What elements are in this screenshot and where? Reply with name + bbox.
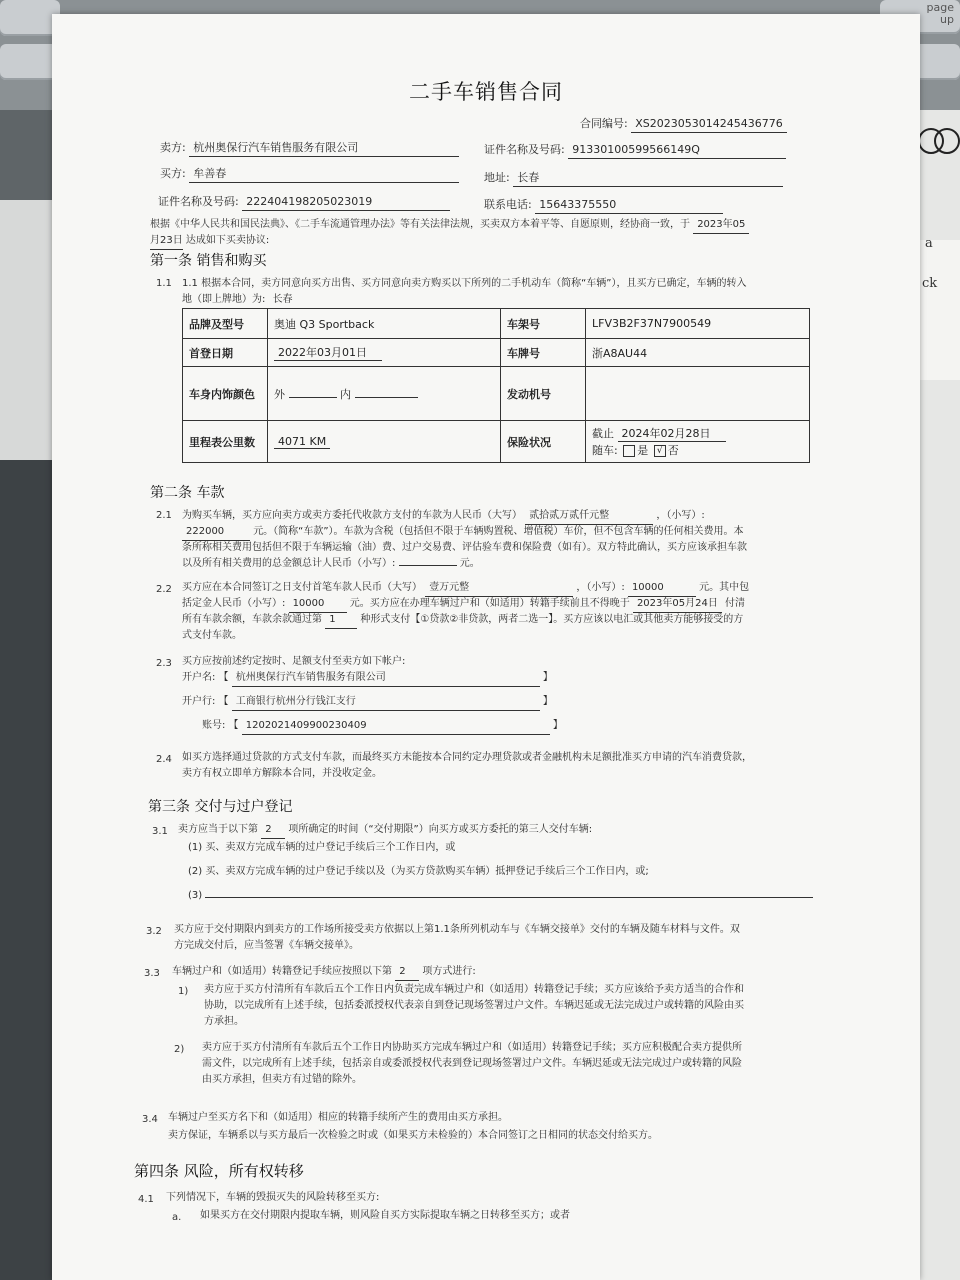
buyer-id-row [158,194,450,211]
clause-text: 为购买车辆，买方应向卖方或卖方委托代收款方支付的车款为人民币（大写） [182,510,522,521]
option-2-line-1: 卖方应于买方付清所有车款后五个工作日内协助买方完成车辆过户和（如适用）转籍登记手续；买方应积极配合卖方提供所 [202,1042,742,1053]
color-cell [268,367,501,421]
registration-date-label: 首登日期 [183,339,268,367]
phone-row [484,197,723,214]
clause-2-1-line-4 [182,556,480,572]
keyboard-key [0,44,60,80]
registration-date-cell [268,339,501,367]
option-1-line-1: 卖方应于买方付清所有车款后五个工作日内负责完成车辆过户和（如适用）转籍登记手续；买方应该给予卖方适当的合作和 [204,984,744,995]
background-text: ck [922,276,938,291]
interior-color-label: 内 [340,387,351,401]
with-car-label: 随车: [592,444,618,457]
delivery-option-1: (1) 买、卖双方完成车辆的过户登记手续后三个工作日内，或 [188,842,456,853]
clause-number: 3.1 [152,826,168,837]
exterior-color-label: 外 [274,387,285,401]
delivery-option-3 [188,888,813,904]
mileage-label: 里程表公里数 [183,421,268,463]
account-name-label: 开户名: [182,672,216,683]
insurance-until-value: 2024年02月28日 [618,425,726,442]
clause-text: ，（小写）: [656,510,705,521]
registration-date-value: 2022年03月01日 [274,344,382,361]
registration-option-choice: 2 [395,964,419,981]
clause-number: 3.2 [146,926,162,937]
insurance-label: 保险状况 [501,421,586,463]
clause-number: 2.3 [156,658,172,669]
plate-value: 浙A8AU44 [586,339,810,367]
yes-label: 是 [637,444,649,457]
contract-number-row [580,116,787,133]
audi-logo-icon [934,128,960,154]
engine-value [586,367,810,421]
option-number: 1) [178,986,189,997]
clause-text: 项所确定的时间（“交付期限”）向买方或买方委托的第三人交付车辆: [288,824,593,835]
address: 长春 [513,170,783,187]
clause-number: 3.3 [144,968,160,979]
clause-2-2-line-1 [182,580,749,597]
bank-name: 工商银行杭州分行钱江支行 [232,694,540,711]
insurance-with-car-row [592,442,803,458]
clause-3-4-line-2: 卖方保证，车辆系以与买方最后一次检验之时或（如果买方未检验的）本合同签订之日相同的状态交付给买方。 [168,1130,658,1141]
transfer-place-label: 地（即上牌地）为: [182,294,266,305]
insurance-cell [586,421,810,463]
contract-number-label: 合同编号: [580,117,628,130]
clause-2-2-line-3 [182,612,743,629]
section-1-title: 第一条 销售和购买 [150,253,267,269]
clause-2-2-line-4: 式支付车款。 [182,630,242,641]
insurance-until-label: 截止 [592,427,614,440]
preamble-line-2 [150,233,269,250]
clause-2-1-line-2 [182,524,744,541]
clause-text: ，（小写）: [576,582,625,593]
clause-text: 元。买方应在办理车辆过户和（如适用）转籍手续前且不得晚于 [349,598,630,609]
clause-2-1-line-1 [182,508,705,525]
background-surface [0,460,60,1280]
seller-label: 卖方: [160,141,186,154]
price-uppercase: 贰拾贰万贰仟元整 [525,508,653,525]
clause-text: 所有车款余额，车款余款通过第 [182,614,322,625]
clause-text: 付清 [725,598,746,609]
buyer-name: 牟善春 [189,166,459,183]
background-surface [0,200,60,460]
interior-color-blank [355,397,418,398]
contract-number: XS2023053014245436776 [631,116,787,133]
address-label: 地址: [484,171,510,184]
seller-row [160,140,459,157]
account-name-row: 开户名: 【 杭州奥保行汽车销售服务有限公司 】 [182,670,553,687]
option-number: 2) [174,1044,185,1055]
mileage-cell [268,421,501,463]
preamble-text: 达成如下买卖协议: [185,235,270,246]
delivery-option-2: (2) 买、卖双方完成车辆的过户登记手续以及（为买方贷款购买车辆）抵押登记手续后三个工作日内，或; [188,866,649,877]
bank-label: 开户行: [182,696,216,707]
address-row [484,170,783,187]
clause-2-4-line-2: 卖方有权立即单方解除本合同，并没收定金。 [182,768,382,779]
option-number: (3) [188,890,203,901]
section-3-title: 第三条 交付与过户登记 [148,799,293,815]
section-4-title: 第四条 风险，所有权转移 [134,1162,304,1180]
clause-number: 4.1 [138,1194,154,1205]
option-1-line-2: 协助，以完成所有上述手续，包括委派授权代表亲自到登记现场签署过户文件。车辆迟延或无法完成过户或转籍的风险由买 [204,1000,744,1011]
phone: 15643375550 [535,197,723,214]
clause-3-1-line-1 [178,822,592,839]
clause-number: 1.1 [156,278,172,289]
seller-id: 91330100599566149Q [568,142,786,159]
account-number-row: 账号: 【 1202021409900230409 】 [202,718,563,735]
transfer-place: 长春 [269,292,417,309]
clause-number: 2.4 [156,754,172,765]
clause-2-2-line-2 [182,596,745,613]
no-label: 否 [667,444,679,457]
buyer-row [160,166,459,183]
clause-text: 项方式进行: [422,966,476,977]
clause-number: 2.1 [156,510,172,521]
contract-document [52,14,920,1280]
option-number: a. [172,1212,182,1223]
clause-number: 2.2 [156,584,172,595]
phone-label: 联系电话: [484,198,532,211]
option-1-line-3: 方承担。 [204,1016,244,1027]
clause-text: 以及所有相关费用的总金额总计人民币（小写）: [182,558,396,569]
seller-id-row [484,142,786,159]
clause-2-3-line-1: 买方应按前述约定按时、足额支付至卖方如下帐户: [182,656,406,667]
no-checkbox[interactable]: √ [654,445,666,457]
clause-4-1-line-1: 下列情况下，车辆的毁损灭失的风险转移至买方: [166,1192,380,1203]
clause-text: 种形式支付【①贷款②非贷款，两者二选一】。买方应该以电汇或其他卖方能够接受的方 [360,614,744,625]
document-title: 二手车销售合同 [409,80,563,104]
brand-value: 奥迪 Q3 Sportback [268,309,501,339]
preamble-date: 2023年05 [693,217,749,234]
vin-label: 车架号 [501,309,586,339]
color-label: 车身内饰颜色 [183,367,268,421]
plate-label: 车牌号 [501,339,586,367]
insurance-until-row [592,425,803,442]
background-text: a [925,236,933,251]
clause-3-2-line-1: 买方应于交付期限内到卖方的工作场所接受卖方依据以上第1.1条所列机动车与《车辆交接单》交付的车辆及随车材料与文件。双 [174,924,740,935]
clause-1-1-line-1: 1.1 根据本合同，卖方同意向买方出售、买方同意向卖方购买以下所列的二手机动车（简称“车辆”），且买方已确定，车辆的转入 [182,278,747,289]
account-number-label: 账号: [202,720,226,731]
seller-name: 杭州奥保行汽车销售服务有限公司 [189,140,459,157]
down-payment-lowercase: 10000 [628,580,696,597]
option-2-line-2: 需文件，以完成所有上述手续，包括亲自或委派授权代表到登记现场签署过户文件。车辆迟延或无法完成过户或转籍的风险 [202,1058,742,1069]
mileage-value: 4071 KM [274,435,330,449]
clause-3-3-line-1 [172,964,476,981]
clause-2-4-line-1: 如买方选择通过贷款的方式支付车款，而最终买方未能按本合同约定办理贷款或者金融机构未足额批准买方申请的汽车消费贷款， [182,752,752,763]
clause-text: 车辆过户和（如适用）转籍登记手续应按照以下第 [172,966,392,977]
preamble-date: 月23日 [150,233,183,250]
clause-text: 括定金人民币（小写）: [182,598,286,609]
payment-method-choice: 1 [325,612,357,629]
account-name: 杭州奥保行汽车销售服务有限公司 [232,670,540,687]
clause-text: 买方应在本合同签订之日支付首笔车款人民币（大写） [182,582,422,593]
buyer-id: 222404198205023019 [242,194,450,211]
buyer-label: 买方: [160,167,186,180]
clause-number: 3.4 [142,1114,158,1125]
clause-1-1-line-2 [182,292,417,309]
clause-text: 元。 [459,558,480,569]
section-2-title: 第二条 车款 [150,485,225,501]
deposit-amount: 10000 [289,596,347,613]
account-number: 1202021409900230409 [242,718,550,735]
down-payment-uppercase: 壹万元整 [425,580,573,597]
vin-value: LFV3B2F37N7900549 [586,309,810,339]
clause-3-4-line-1: 车辆过户至买方名下和（如适用）相应的转籍手续所产生的费用由买方承担。 [168,1112,508,1123]
preamble-text: 根据《中华人民共和国民法典》、《二手车流通管理办法》等有关法律法规，买卖双方本着平等、自愿原则，经协商一致，于 [150,219,690,230]
vehicle-table [182,308,810,463]
delivery-option-choice: 2 [261,822,285,839]
bank-row: 开户行: 【 工商银行杭州分行钱江支行 】 [182,694,553,711]
yes-checkbox[interactable] [623,445,635,457]
delivery-option-3-blank [205,897,813,898]
seller-id-label: 证件名称及号码: [484,143,565,156]
clause-2-1-line-3: 条所称相关费用包括但不限于车辆运输（油）费、过户交易费、评估验车费和保险费（如有）。双方特此确认，买方应该承担车款 [182,542,747,553]
preamble-line-1 [150,217,749,234]
clause-3-2-line-2: 方完成交付后，应当签署《车辆交接单》。 [174,940,359,951]
option-2-line-3: 由买方承担，但卖方有过错的除外。 [202,1074,362,1085]
clause-4-1-option-a: 如果买方在交付期限内提取车辆，则风险自买方实际提取车辆之日转移至买方；或者 [200,1210,570,1221]
exterior-color-blank [289,397,337,398]
page-up-key-label: page up [926,1,954,26]
clause-text: 元。其中包 [699,582,750,593]
buyer-id-label: 证件名称及号码: [158,195,239,208]
brand-label: 品牌及型号 [183,309,268,339]
total-amount-blank [399,565,457,566]
price-lowercase: 222000 [182,524,250,541]
clause-text: 元。（简称“车款”）。车款为含税（包括但不限于车辆购置税、增值税）车价，但不包含车辆的任何相关费用。本 [253,526,744,537]
clause-text: 卖方应当于以下第 [178,824,258,835]
keyboard-key [0,0,60,36]
final-payment-date: 2023年05月24日 [633,596,722,613]
engine-label: 发动机号 [501,367,586,421]
